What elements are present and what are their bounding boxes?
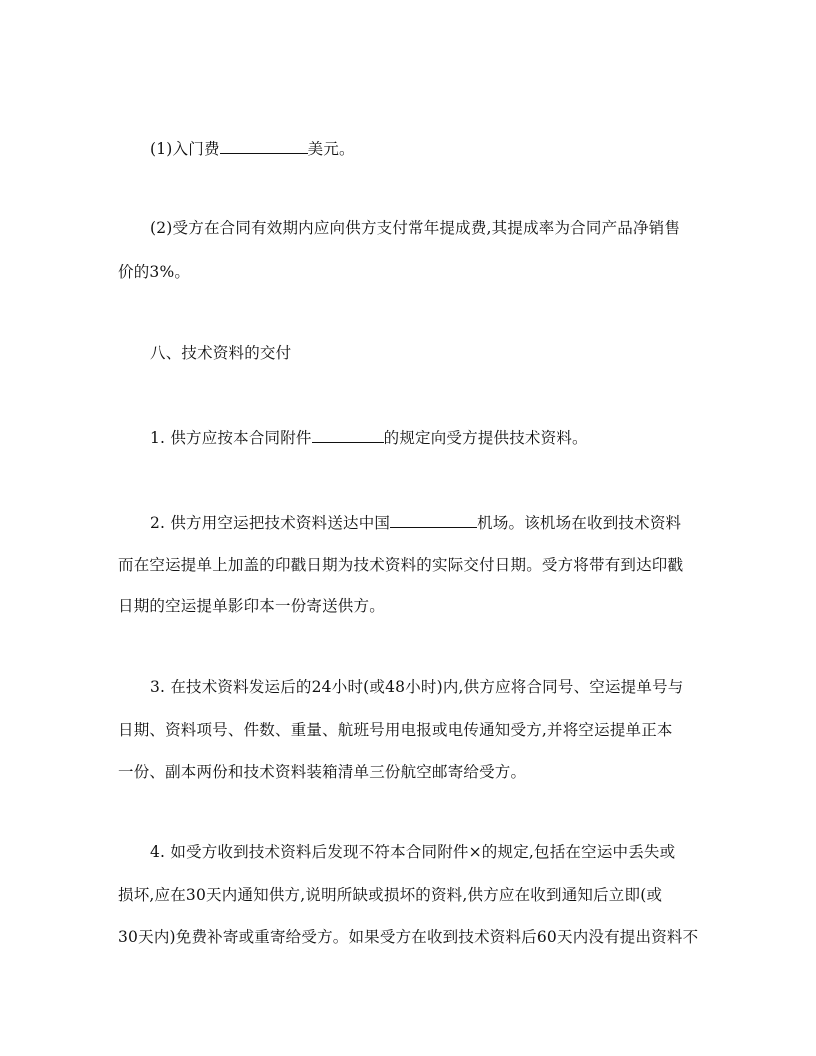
item-2-text-after: 机场。该机场在收到技术资料 [477, 514, 682, 532]
item-2-line3: 日期的空运提单影印本一份寄送供方。 [118, 597, 385, 615]
section-heading: 八、技术资料的交付 [150, 344, 292, 362]
paragraph-entry-fee [150, 138, 355, 159]
entry-fee-blank [220, 138, 308, 154]
item-1 [150, 427, 588, 448]
item-2-line1 [150, 512, 681, 533]
item-2-line2: 而在空运提单上加盖的印戳日期为技术资料的实际交付日期。受方将带有到达印戳 [118, 556, 684, 574]
item-1-blank [312, 427, 384, 443]
item-4-line2: 损坏,应在30天内通知供方,说明所缺或损坏的资料,供方应在收到通知后立即(或 [118, 886, 663, 904]
item-1-text-before: 1. 供方应按本合同附件 [150, 429, 312, 447]
item-3-line1: 3. 在技术资料发运后的24小时(或48小时)内,供方应将合同号、空运提单号与 [150, 678, 684, 696]
item-2-text-before: 2. 供方用空运把技术资料送达中国 [150, 514, 391, 532]
item-1-text-after: 的规定向受方提供技术资料。 [383, 429, 588, 447]
item-3-line2: 日期、资料项号、件数、重量、航班号用电报或电传通知受方,并将空运提单正本 [118, 721, 673, 739]
item-3-line3: 一份、副本两份和技术资料装箱清单三份航空邮寄给受方。 [118, 763, 527, 781]
item-4-line3: 30天内)免费补寄或重寄给受方。如果受方在收到技术资料后60天内没有提出资料不 [118, 928, 699, 946]
entry-fee-label: (1)入门费 [150, 140, 220, 158]
paragraph-royalty-line1: (2)受方在合同有效期内应向供方支付常年提成费,其提成率为合同产品净销售 [150, 219, 681, 237]
item-2-blank [390, 512, 477, 528]
item-4-line1: 4. 如受方收到技术资料后发现不符本合同附件×的规定,包括在空运中丢失或 [150, 843, 676, 861]
paragraph-royalty-line2: 价的3%。 [118, 263, 191, 281]
entry-fee-unit: 美元。 [307, 140, 355, 158]
